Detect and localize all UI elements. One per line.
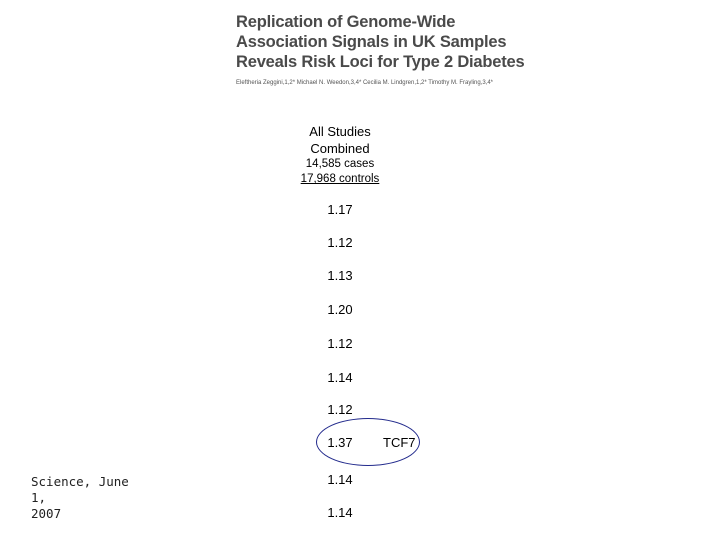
column-header-cases: 14,585 cases (305, 158, 375, 170)
source-citation (31, 474, 151, 522)
odds-ratio-value: 1.17 (327, 202, 353, 217)
article-authors: Eleftheria Zeggini,1,2* Michael N. Weedon,3,4* Cecilia M. Lindgren,1,2* Timothy M. Frayling,3,4* (236, 80, 494, 86)
odds-ratio-value: 1.12 (327, 235, 353, 250)
article-title-block (236, 12, 525, 86)
odds-ratio-value: 1.12 (327, 402, 353, 417)
column-header-line1: All Studies (309, 124, 371, 139)
odds-ratio-value: 1.13 (327, 268, 353, 283)
odds-ratio-value: 1.14 (327, 472, 353, 487)
source-line1: Science, June 1, (31, 474, 129, 505)
article-title-line: Replication of Genome-Wide (236, 13, 456, 31)
article-title-line: Association Signals in UK Samples (236, 33, 507, 51)
odds-ratio-value: 1.20 (327, 302, 353, 317)
gene-label: TCF7 (383, 435, 416, 450)
source-line2: 2007 (31, 506, 62, 521)
column-header-controls: 17,968 controls (300, 173, 380, 185)
odds-ratio-value: 1.14 (327, 370, 353, 385)
odds-ratio-value: 1.12 (327, 336, 353, 351)
article-title-line: Reveals Risk Loci for Type 2 Diabetes (236, 53, 525, 71)
odds-ratio-value-highlighted: 1.37 (327, 435, 353, 450)
odds-ratio-value: 1.14 (327, 505, 353, 520)
column-header-line2: Combined (310, 141, 370, 156)
